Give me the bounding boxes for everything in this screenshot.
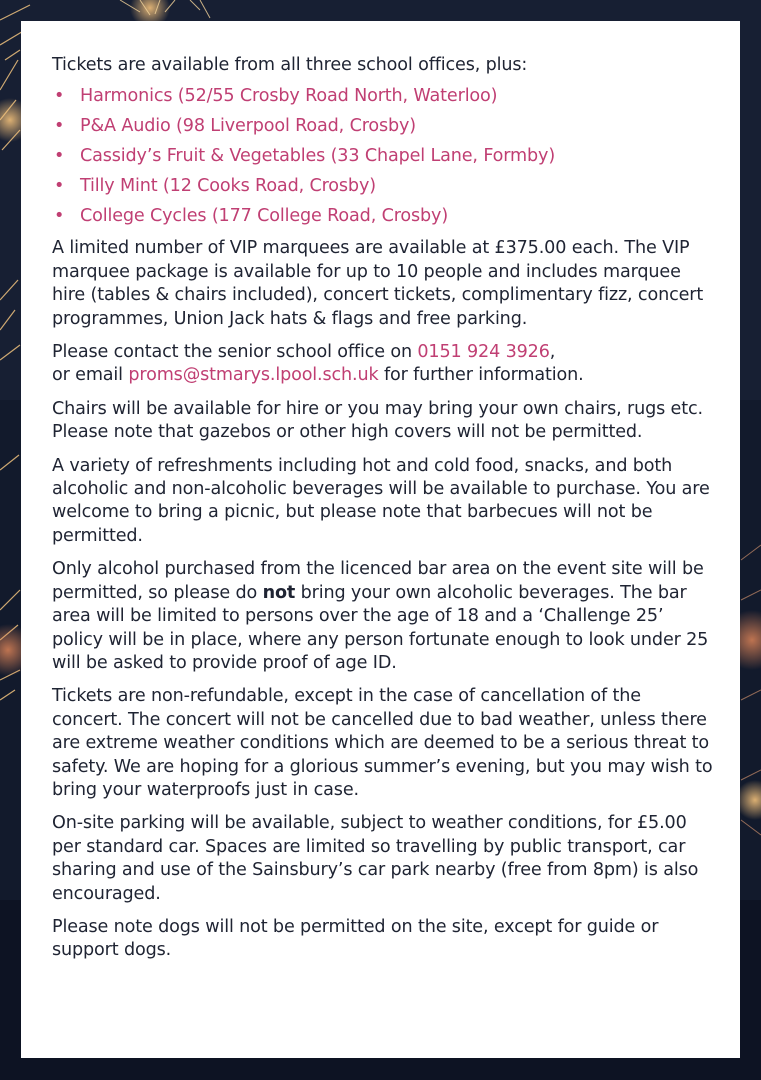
bullet-icon: • (54, 176, 65, 197)
alcohol-paragraph (52, 558, 716, 675)
contact-paragraph (52, 341, 716, 388)
bullet-icon: • (54, 86, 65, 107)
email-link[interactable]: proms@stmarys.lpool.sch.uk (128, 365, 379, 386)
list-item (52, 171, 716, 201)
venue-text: College Cycles (177 College Road, Crosby) (80, 206, 449, 227)
alcohol-text-after: bring your own alcoholic beverages. The bar area will be limited to persons over the age of 18 and a ‘Challenge 25’ policy will be in place, where any person fortunate enough to look under 25 will be asked to provide proof of age ID. (52, 582, 709, 673)
tickets-refund-paragraph: Tickets are non-refundable, except in the case of cancellation of the concert. The concert will not be cancelled due to bad weather, unless there are extreme weather conditions which are deemed to be a serious threat to safety. We are hoping for a glorious summer’s evening, but you may wish to bring your waterproofs just in case. (52, 686, 713, 800)
email-prefix: or email (52, 365, 129, 386)
list-item (52, 201, 716, 231)
list-item (52, 81, 716, 111)
info-panel (21, 21, 740, 1058)
dogs-paragraph: Please note dogs will not be permitted on the site, except for guide or support dogs. (52, 916, 659, 961)
venue-text: Harmonics (52/55 Crosby Road North, Waterloo) (80, 86, 498, 107)
venue-list (52, 81, 716, 231)
chairs-paragraph: Chairs will be available for hire or you may bring your own chairs, rugs etc. Please note that gazebos or other high covers will not be permitted. (52, 398, 703, 443)
bullet-icon: • (54, 116, 65, 137)
alcohol-text-before: Only alcohol purchased from the licenced bar area on the event site will be permitted, so please do (52, 559, 704, 603)
bullet-icon: • (54, 206, 65, 227)
venue-text: Cassidy’s Fruit & Vegetables (33 Chapel Lane, Formby) (80, 146, 556, 167)
vip-price-line: A limited number of VIP marquees are available at £375.00 each. (52, 238, 619, 259)
contact-comma: , (549, 342, 556, 363)
contact-suffix: for further information. (378, 365, 584, 386)
vip-paragraph (52, 237, 716, 331)
venue-text: P&A Audio (98 Liverpool Road, Crosby) (80, 116, 417, 137)
contact-prefix: Please contact the senior school office on (52, 342, 418, 363)
refreshments-paragraph: A variety of refreshments including hot and cold food, snacks, and both alcoholic and non-alcoholic beverages will be available to purchase. You are welcome to bring a picnic, but please note that barbecues will not be permitted. (52, 455, 710, 546)
list-item (52, 111, 716, 141)
alcohol-emphasis: not (262, 582, 296, 603)
tickets-intro: Tickets are available from all three school offices, plus: (52, 55, 528, 75)
bullet-icon: • (54, 146, 65, 167)
phone-number: 0151 924 3926 (417, 342, 550, 363)
parking-paragraph: On-site parking will be available, subject to weather conditions, for £5.00 per standard car. Spaces are limited so travelling by public transport, car sharing and use of the Sainsbury’s car park nearby (free from 8pm) is also encouraged. (52, 813, 699, 904)
vip-package-line: The VIP marquee package is available for up to 10 people and includes marquee hire (tables & chairs included), concert tickets, complimentary fizz, concert programmes, Union Jack hats & flags and free parking. (52, 238, 704, 329)
list-item (52, 141, 716, 171)
venue-text: Tilly Mint (12 Cooks Road, Crosby) (80, 176, 376, 197)
